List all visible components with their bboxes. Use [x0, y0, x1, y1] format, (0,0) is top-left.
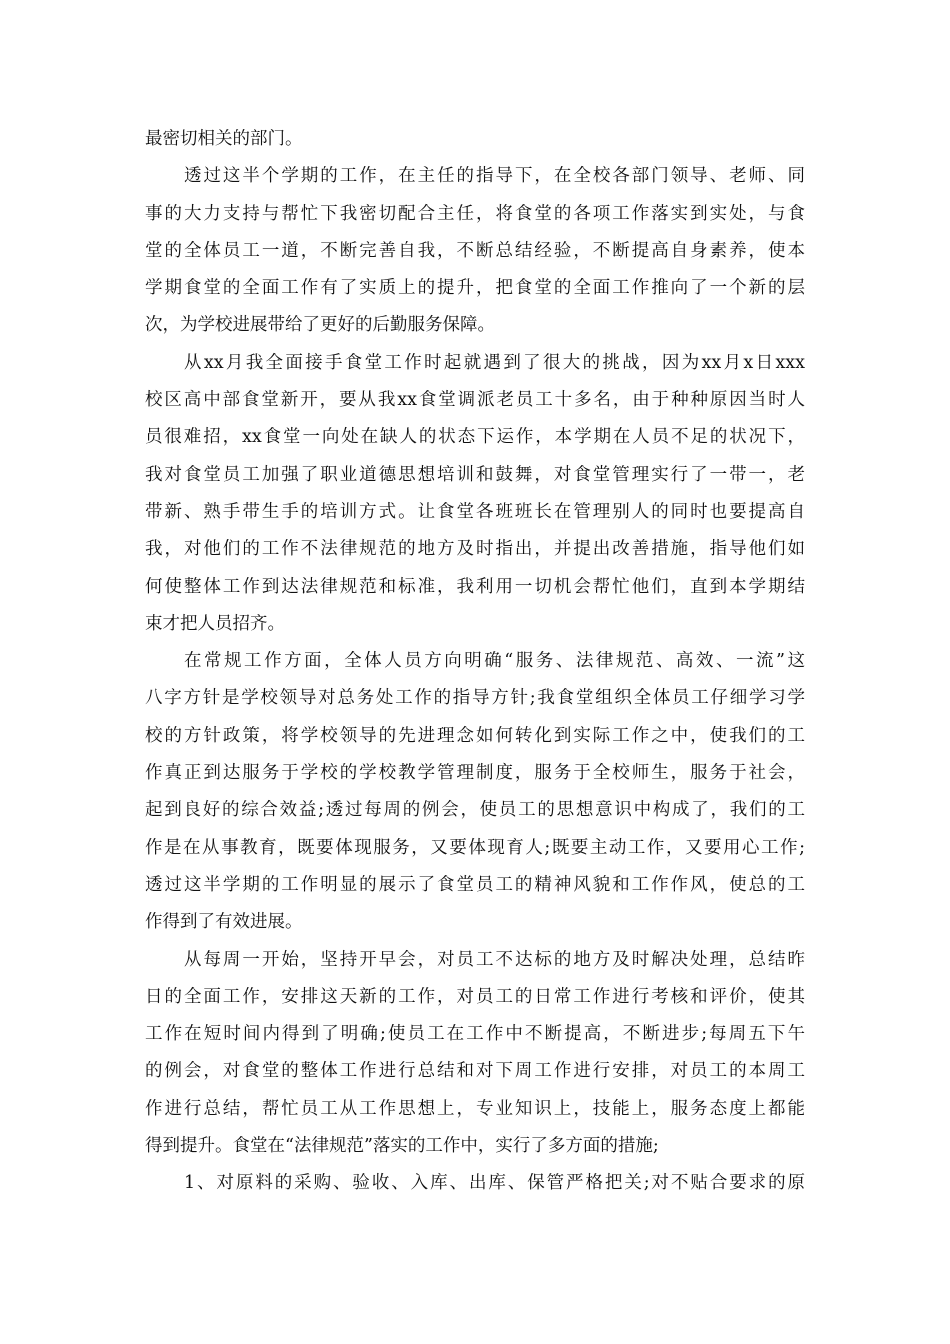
text-line: [145, 830, 805, 867]
text-line-content: 八字方针是学校领导对总务处工作的指导方针;我食堂组织全体员工仔细学习学: [145, 688, 805, 709]
text-line-content: 员很难招，xx食堂一向处在缺人的状态下运作，本学期在人员不足的状况下，: [145, 427, 805, 448]
text-line: [145, 1016, 805, 1053]
text-line: [145, 457, 805, 494]
text-line-content: 的例会，对食堂的整体工作进行总结和对下周工作进行安排，对员工的本周工: [145, 1061, 805, 1082]
text-line: [145, 718, 805, 755]
text-line-content: 作进行总结，帮忙员工从工作思想上，专业知识上，技能上，服务态度上都能: [145, 1098, 805, 1119]
text-line-content: 在常规工作方面，全体人员方向明确“服务、法律规范、高效、一流”这: [184, 651, 805, 672]
text-line-content: 次，为学校进展带给了更好的后勤服务保障。: [145, 315, 495, 336]
text-line: [145, 606, 805, 643]
text-line: [145, 494, 805, 531]
text-line-content: 从每周一开始，坚持开早会，对员工不达标的地方及时解决处理，总结昨: [184, 949, 805, 970]
text-line: [145, 345, 805, 382]
text-line-content: 从xx月我全面接手食堂工作时起就遇到了很大的挑战，因为xx月x日xxx: [184, 352, 805, 373]
text-line: [145, 942, 805, 979]
text-line-content: 透过这半学期的工作明显的展示了食堂员工的精神风貌和工作作风，使总的工: [145, 874, 805, 895]
text-line: [145, 419, 805, 456]
text-line: [145, 1091, 805, 1128]
text-line: [145, 270, 805, 307]
text-line-content: 束才把人员招齐。: [145, 613, 285, 634]
text-line: [145, 792, 805, 829]
text-line-content: 校的方针政策，将学校领导的先进理念如何转化到实际工作之中，使我们的工: [145, 725, 805, 746]
text-line-content: 我，对他们的工作不法律规范的地方及时指出，并提出改善措施，指导他们如: [145, 539, 805, 560]
text-line-content: 作是在从事教育，既要体现服务，又要体现育人;既要主动工作，又要用心工作;: [145, 837, 805, 858]
text-line: [145, 1128, 805, 1165]
text-line-content: 工作在短时间内得到了明确;使员工在工作中不断提高，不断进步;每周五下午: [145, 1024, 805, 1045]
text-line-content: 作真正到达服务于学校的学校教学管理制度，服务于全校师生，服务于社会，: [145, 763, 805, 784]
text-line-content: 事的大力支持与帮忙下我密切配合主任，将食堂的各项工作落实到实处，与食: [145, 203, 805, 224]
text-line: [145, 1165, 805, 1202]
text-line: [145, 569, 805, 606]
text-line: [145, 680, 805, 717]
text-line: [145, 979, 805, 1016]
text-line-content: 1、对原料的采购、验收、入库、出库、保管严格把关;对不贴合要求的原: [184, 1173, 805, 1194]
text-line: [145, 904, 805, 941]
text-line-content: 学期食堂的全面工作有了实质上的提升，把食堂的全面工作推向了一个新的层: [145, 278, 805, 299]
text-line-content: 何使整体工作到达法律规范和标准，我利用一切机会帮忙他们，直到本学期结: [145, 576, 805, 597]
text-line-content: 日的全面工作，安排这天新的工作，对员工的日常工作进行考核和评价，使其: [145, 986, 805, 1007]
text-line-content: 起到良好的综合效益;透过每周的例会，使员工的思想意识中构成了，我们的工: [145, 800, 805, 821]
text-line-content: 我对食堂员工加强了职业道德思想培训和鼓舞，对食堂管理实行了一带一，老: [145, 464, 805, 485]
text-line: [145, 867, 805, 904]
text-line: [145, 233, 805, 270]
text-line: [145, 643, 805, 680]
text-line-content: 校区高中部食堂新开，要从我xx食堂调派老员工十多名，由于种种原因当时人: [145, 390, 805, 411]
text-line-content: 透过这半个学期的工作，在主任的指导下，在全校各部门领导、老师、同: [184, 166, 805, 187]
text-line: [145, 196, 805, 233]
text-line: [145, 755, 805, 792]
text-line: [145, 158, 805, 195]
text-line-content: 堂的全体员工一道，不断完善自我，不断总结经验，不断提高自身素养，使本: [145, 240, 805, 261]
text-line: [145, 1053, 805, 1090]
text-line-content: 作得到了有效进展。: [145, 912, 303, 933]
text-line-content: 得到提升。食堂在“法律规范”落实的工作中，实行了多方面的措施;: [145, 1136, 659, 1157]
text-line: [145, 531, 805, 568]
text-line-content: 带新、熟手带生手的培训方式。让食堂各班班长在管理别人的同时也要提高自: [145, 501, 805, 522]
text-line: [145, 121, 805, 158]
document-page: [145, 121, 805, 1203]
text-line: [145, 382, 805, 419]
text-line-content: 最密切相关的部门。: [145, 129, 303, 149]
text-line: [145, 307, 805, 344]
